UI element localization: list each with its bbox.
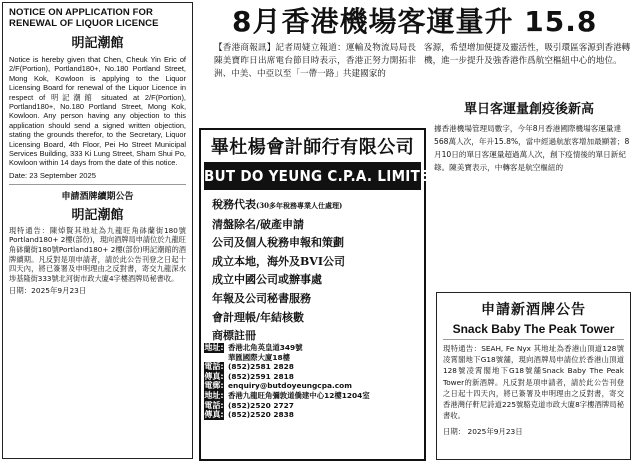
ad-service-label: 成立本地，海外及BVI公司 — [212, 254, 345, 268]
ad-service-item — [212, 309, 422, 328]
ad-service-note: (30多年稅務專業人仕處理) — [256, 201, 343, 210]
ad-contact-row — [204, 391, 422, 401]
ad-service-label: 公司及個人稅務申報和策劃 — [212, 236, 344, 250]
ad-contact-row — [204, 362, 422, 372]
ad-service-label: 稅務代表 — [212, 198, 256, 211]
notice-title-en: NOTICE ON APPLICATION FOR RENEWAL OF LIQUOR LICENCE — [9, 7, 159, 29]
ad-service-label: 商標註冊 — [212, 329, 256, 343]
notice-date-en: Date: 23 September 2025 — [9, 170, 96, 180]
ad-service-label: 清盤除名/破產申請 — [212, 217, 305, 231]
ad-contact-value: 香港北角英皇道349號 — [228, 343, 303, 352]
divider — [443, 339, 624, 340]
ad-contact-label: 電話: — [204, 400, 224, 410]
article-subheading: 單日客運量創疫後新高 — [464, 102, 595, 117]
article-paragraph-2: 客源，希望增加便捷及靈活性，吸引環區客源到香港轉機，進一步提升及強香港作爲航空樞紐中心的地位。 — [424, 43, 631, 66]
license-name-en: Snack Baby The Peak Tower — [452, 322, 615, 336]
ad-contact-label: 電郵: — [204, 381, 224, 391]
divider — [9, 184, 186, 185]
notice-title-cn: 申請酒牌續期公告 — [61, 191, 134, 202]
ad-contact-value: (852)2581 2828 — [228, 362, 294, 372]
notice-name-cn: 明記潮館 — [71, 36, 124, 51]
ad-contact-value: enquiry@butdoyeungcpa.com — [228, 381, 352, 391]
liquor-renewal-notice — [2, 2, 193, 459]
ad-service-item — [212, 216, 422, 235]
notice-body-en: Notice is hereby given that Chen, Cheuk Yin Eric of 2/F(Portion), Portland180+, No.180 Portland Street, Mong Kok, Kowloon is applying to the Liquor Licensing Board for renewal of the Liquor Licence in respect of 明記潮館 situated at 2/F(Portion), Portland180+, No.180 Portland Street, Mong Kok, Kowloon. Any person having any objection to this application should send a signed written objection, stating the grounds therefor, to the Secretary, Liquor Licensing Board, 4th Floor, Pei Ho Street Municipal Services Building, 333 Ki Lung Street, Sham Shui Po, Kowloon within 14 days from the date of this notice. — [9, 55, 186, 168]
ad-service-item — [212, 271, 422, 290]
ad-service-item — [212, 196, 422, 216]
license-date-cn: 日期： 2025年9月23日 — [443, 427, 523, 437]
ad-contact-value: 華匯國際大廈18樓 — [228, 352, 291, 362]
ad-contact-label: 地址: — [204, 343, 224, 352]
ad-contact-value: (852)2520 2727 — [228, 400, 294, 410]
ad-contact-row — [204, 401, 422, 411]
ad-contact-value: 香港九龍旺角彌敦道僑建中心12樓1204室 — [228, 390, 370, 400]
license-title-cn: 申請新酒牌公告 — [481, 302, 586, 318]
ad-contact-list — [204, 343, 422, 420]
ad-contact-row — [204, 353, 422, 363]
ad-service-item — [212, 234, 422, 253]
ad-service-label: 會計理帳/年結核數 — [212, 310, 305, 324]
ad-service-label: 年報及公司秘書服務 — [212, 291, 311, 305]
ad-contact-label: 地址: — [204, 390, 224, 400]
license-body-cn: 現特通告：SEAH, Fe Nyx 其地址為香港山頂道128號凌霄閣地下G18號舖，現向酒牌局申請位於香港山頂道128號凌霄閣地下G18號舖Snack Baby The Peak Tower的新酒牌。凡反對是項申請者，請於此公告刊登之日起十四天內，將已簽署及申明理由之反對書，寄交香港灣仔軒尼詩道225號駱克道市政大廈8字樓酒牌局秘書收。 — [443, 344, 624, 421]
ad-services-list — [212, 196, 422, 346]
ad-service-item — [212, 290, 422, 309]
notice-body-cn: 現特通告：陳焯賢其地址為九龍旺角砵蘭街180號Portland180+ 2樓(部份)，現向酒牌局申請位於九龍旺角砵蘭街180號Portland180+ 2樓(部份)明記潮館的酒牌續期。凡反對是項申請者，請於此公告刊登之日起十四天內，將已簽署及申明理由之反對書，寄交九龍深水埗基隆街333號北河街市政大廈4字樓酒牌局秘書收。 — [9, 225, 186, 283]
ad-firm-name-cn: 畢杜楊會計師行有限公司 — [210, 137, 415, 158]
new-liquor-licence-notice — [436, 292, 631, 460]
article-paragraph-3: 據香港機場管理局數字，今年8月香港國際機場客運量達568萬人次，年升15.8%，當中經過航旅客增加最顯著；8月10日的單日客運量超過萬人次，創下疫情後的單日新紀錄。陳美寶表示，中轉客是航空樞紐的 — [434, 124, 630, 172]
ad-firm-name-en: BUT DO YEUNG C.P.A. LIMITED — [204, 162, 421, 190]
article-headline: 8月香港機場客運量升 15.8 — [232, 5, 598, 38]
ad-service-label: 成立中國公司或辦事處 — [212, 273, 322, 287]
ad-contact-label: 傳真: — [204, 371, 224, 381]
article-paragraph-1: 【香港商報訊】記者周婕立報道：運輸及物流局局長陳美寶昨日出席電台節目時表示，香港正努力開拓非洲、中美、中亞以至「一帶一路」共建國家的 — [214, 43, 416, 79]
ad-service-item — [212, 253, 422, 272]
ad-contact-row — [204, 381, 422, 391]
notice-name-cn-2: 明記潮館 — [71, 207, 124, 223]
ad-contact-row — [204, 410, 422, 420]
ad-contact-label: 電話: — [204, 362, 224, 372]
ad-contact-row — [204, 372, 422, 382]
ad-contact-value: (852)2520 2838 — [228, 410, 294, 420]
ad-contact-label: 傳真: — [204, 410, 224, 420]
ad-contact-row — [204, 343, 422, 353]
ad-contact-value: (852)2591 2818 — [228, 371, 294, 381]
notice-date-cn: 日期：2025年9月23日 — [9, 286, 87, 296]
accounting-firm-ad — [199, 128, 442, 461]
